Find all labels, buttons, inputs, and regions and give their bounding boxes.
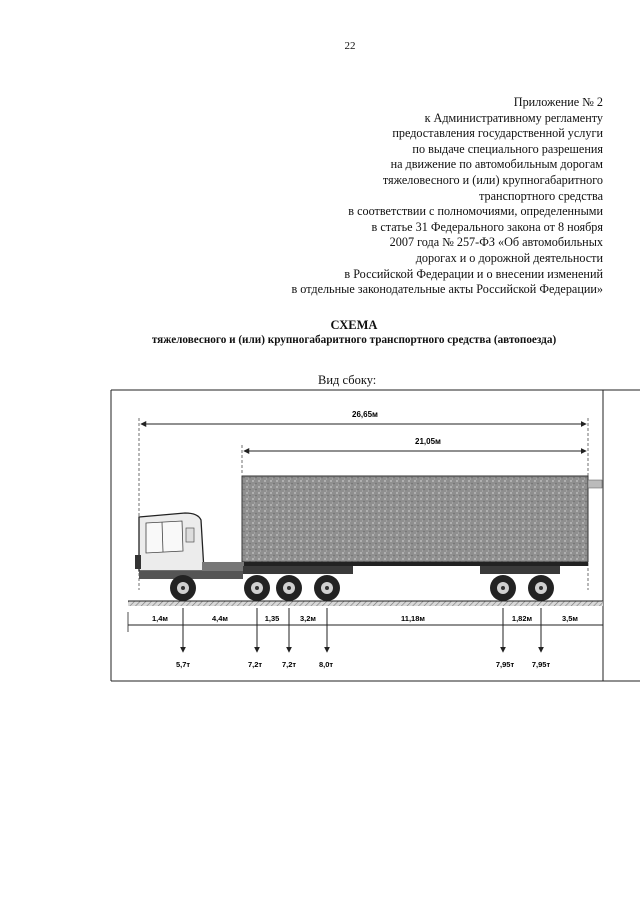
wheel (314, 575, 340, 601)
tractor-cab (135, 513, 244, 579)
appendix-line: в Российской Федерации и о внесении изменений (344, 266, 603, 281)
appendix-line: по выдаче специального разрешения (412, 141, 603, 156)
appendix-line: дорогах и о дорожной деятельности (415, 250, 603, 265)
axle-spacing-label: 4,4м (212, 614, 228, 623)
trailer-length-dimension (242, 437, 586, 475)
axle-spacing-label: 1,35 (264, 614, 280, 623)
axle-load-label: 7,95т (495, 660, 515, 669)
wheel (490, 575, 516, 601)
scheme-subtitle: тяжеловесного и (или) крупногабаритного транспортного средства (автопоезда) (151, 334, 557, 346)
appendix-line: 2007 года № 257-ФЗ «Об автомобильных (389, 235, 603, 250)
appendix-line: тяжеловесного и (или) крупногабаритного (382, 172, 603, 187)
chassis (243, 566, 560, 574)
axle-load-label: 7,2т (281, 660, 297, 669)
axle-load-label: 8,0т (318, 660, 334, 669)
axle-ticks (183, 612, 541, 632)
axle-spacing-label: 3,2м (300, 614, 316, 623)
appendix-header (183, 95, 603, 298)
appendix-line: предоставления государственной услуги (392, 126, 603, 141)
trailer-body (242, 476, 602, 566)
view-label: Вид сбоку: (318, 373, 377, 387)
appendix-line: в отдельные законодательные акты Российской Федерации» (291, 282, 603, 297)
scheme-title: СХЕМА (330, 318, 378, 332)
axle-spacing-label: 3,5м (562, 614, 578, 623)
vehicle-diagram (0, 387, 640, 687)
axle-load-arrow (319, 608, 333, 669)
wheel (170, 575, 196, 601)
axle-load-label: 5,7т (175, 660, 191, 669)
appendix-line: Приложение № 2 (513, 95, 603, 109)
appendix-line: на движение по автомобильным дорогам (390, 157, 603, 172)
axle-load-label: 7,95т (531, 660, 551, 669)
wheel (276, 575, 302, 601)
axle-spacing-label: 1,4м (152, 614, 168, 623)
appendix-line: транспортного средства (479, 188, 603, 203)
trailer-length-label: 21,05м (415, 437, 441, 446)
ground-line (128, 601, 603, 606)
page-number: 22 (344, 40, 356, 52)
appendix-line: в статье 31 Федерального закона от 8 ноября (371, 219, 603, 234)
appendix-line: в соответствии с полномочиями, определенными (348, 204, 603, 219)
axle-spacing-dimensions (128, 612, 603, 632)
overall-length-label: 26,65м (352, 410, 378, 419)
axle-spacing-label: 11,18м (401, 614, 425, 623)
appendix-line: к Административному регламенту (424, 110, 603, 125)
wheel (244, 575, 270, 601)
axle-spacing-label: 1,82м (511, 614, 533, 623)
axle-load-label: 7,2т (247, 660, 263, 669)
axle-load-arrow (248, 608, 262, 669)
wheel (528, 575, 554, 601)
